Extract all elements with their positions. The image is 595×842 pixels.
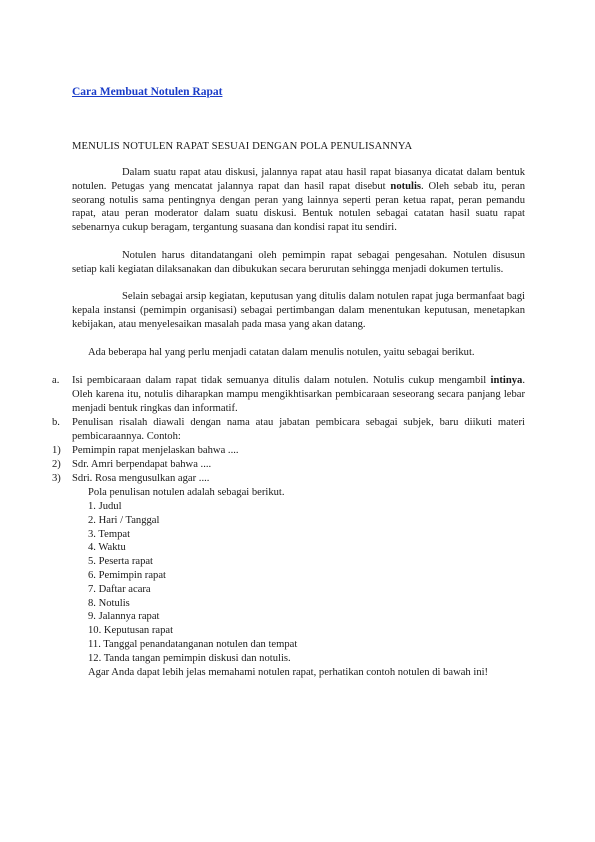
paragraph-1-text-a: Dalam suatu rapat atau diskusi, jalannya rapat atau hasil rapat biasanya dicatat dalam bentuk notulen. Petugas yang mencatat jalannya rapat dan hasil rapat disebut [72,167,525,192]
paragraph-1 [72,166,525,235]
list-marker: a. [52,375,60,386]
example-marker: 2) [52,459,61,470]
list-item-b-text: Penulisan risalah diawali dengan nama atau jabatan pembicara sebagai subjek, baru diikuti materi pembicaraannya. Contoh: [72,417,525,442]
pattern-item: 5. Peserta rapat [88,556,154,567]
paragraph-4: Ada beberapa hal yang perlu menjadi catatan dalam menulis notulen, yaitu sebagai berikut. [88,347,475,358]
section-heading: MENULIS NOTULEN RAPAT SESUAI DENGAN POLA PENULISANNYA [72,141,413,152]
pattern-item: 8. Notulis [88,598,130,609]
example-marker: 1) [52,445,61,456]
paragraph-2: Notulen harus ditandatangani oleh pemimpin rapat sebagai pengesahan. Notulen disusun setiap kali kegiatan dilaksanakan dan dibukukan secara berurutan sehingga menjadi dokumen tertulis. [72,250,525,275]
pattern-item: 11. Tanggal penandatanganan notulen dan tempat [88,639,298,650]
example-text: Sdri. Rosa mengusulkan agar .... [72,473,210,484]
document-title-link[interactable]: Cara Membuat Notulen Rapat [72,86,223,98]
example-text: Pemimpin rapat menjelaskan bahwa .... [72,445,239,456]
paragraph-1-bold-term: notulis [390,180,422,192]
pattern-item: 12. Tanda tangan pemimpin diskusi dan notulis. [88,653,291,664]
example-marker: 3) [52,473,61,484]
list-marker: b. [52,417,60,428]
pattern-item: 6. Pemimpin rapat [88,570,166,581]
paragraph-3: Selain sebagai arsip kegiatan, keputusan yang ditulis dalam notulen rapat juga bermanfaat bagi kepala instansi (pemimpin organisasi) sebagai pertimbangan dalam menentukan keputusan, menetapkan kebijakan, atau menyelesaikan masalah pada masa yang akan datang. [72,291,525,330]
list-item-a-text [72,374,525,415]
list-item-a-text-a: Isi pembicaraan dalam rapat tidak semuanya ditulis dalam notulen. Notulis cukup mengambil [72,375,491,386]
list-item-a-text-b: . Oleh karena itu, notulis diharapkan mampu mengikhtisarkan pembicaraan seseorang secara panjang lebar menjadi bentuk ringkas dan informatif. [72,375,525,414]
closing-paragraph: Agar Anda dapat lebih jelas memahami notulen rapat, perhatikan contoh notulen di bawah ini! [88,667,489,678]
pattern-item: 7. Daftar acara [88,584,151,595]
pattern-item: 9. Jalannya rapat [88,611,160,622]
pattern-item: 1. Judul [88,501,122,512]
list-item-a-bold-term: intinya [490,375,523,386]
pattern-item: 3. Tempat [88,529,131,540]
pattern-item: 2. Hari / Tanggal [88,515,160,526]
pattern-item: 4. Waktu [88,542,126,553]
pattern-item: 10. Keputusan rapat [88,625,174,636]
example-text: Sdr. Amri berpendapat bahwa .... [72,459,212,470]
pattern-intro: Pola penulisan notulen adalah sebagai berikut. [88,487,285,498]
paragraph-1-text-b: . Oleh sebab itu, peran seorang notulis sama pentingnya dengan peran yang lainnya seperti peran ketua rapat, peran pemandu rapat, atau peran moderator dalam suatu diskusi. Bentuk notulen sebagai catatan hasil suatu rapat sebenarnya cukup beragam, tergantung suasana dan kondisi rapat itu sendiri. [72,180,525,234]
